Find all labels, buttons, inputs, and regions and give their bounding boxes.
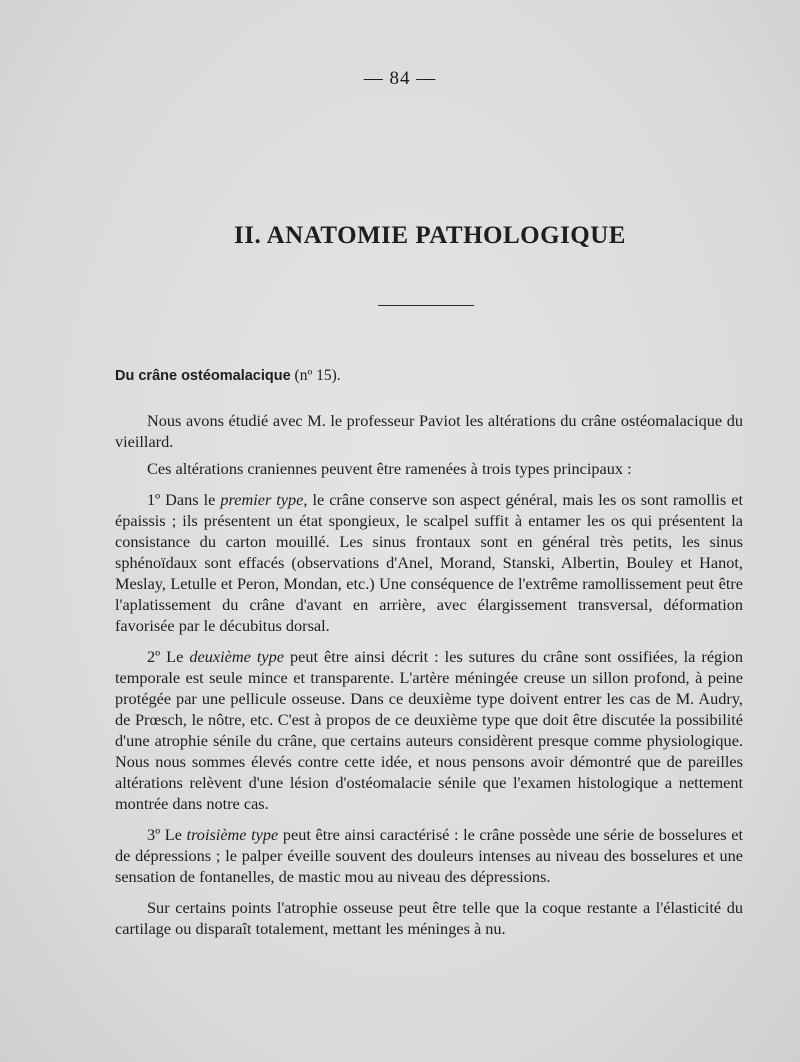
subheading (115, 367, 341, 385)
first-type-number: 1º Dans le (147, 490, 221, 509)
subheading-title: Du crâne ostéomalacique (115, 368, 291, 384)
second-type-number: 2º Le (147, 647, 190, 666)
third-type-label: troisième type (186, 825, 279, 844)
paragraph-third-type (115, 824, 743, 887)
title-divider (378, 305, 474, 306)
section-title: II. ANATOMIE PATHOLOGIQUE (234, 222, 626, 249)
first-type-label: premier type (220, 490, 304, 509)
second-type-label: deuxième type (189, 647, 284, 666)
paragraph-intro: Nous avons étudié avec M. le professeur Paviot les altérations du crâne ostéomalacique du vieillard. (115, 411, 743, 451)
paragraph-types-intro: Ces altérations craniennes peuvent être ramenées à trois types principaux : (147, 459, 632, 478)
paragraph-conclusion: Sur certains points l'atrophie osseuse peut être telle que la coque restante a l'élasticité du cartilage ou disparaît totalement, mettant les méninges à nu. (115, 898, 743, 938)
third-type-number: 3º Le (147, 825, 187, 844)
first-type-text: , le crâne conserve son aspect général, mais les os sont ramollis et épaissis ; ils présentent un état spongieux, le scalpel suffit à entamer les os qui présentent la consistance du carton mouillé. Les sinus frontaux sont en général très petits, les sinus sphénoïdaux sont effacés (observations d'Anel, Morand, Stanski, Albertin, Bouley et Hanot, Meslay, Letulle et Peron, Mondan, etc.) Une conséquence de l'extrême ramollissement peut être l'aplatissement du crâne d'avant en arrière, avec élargissement transversal, déformation favorisée par le décubitus dorsal. (115, 490, 743, 635)
subheading-reference: (nº 15). (290, 367, 341, 384)
second-type-text: peut être ainsi décrit : les sutures du crâne sont ossifiées, la région temporale est seule mince et transparente. L'artère méningée creuse un sillon profond, à peine protégée par une pellicule osseuse. Dans ce deuxième type doivent entrer les cas de M. Audry, de Prœsch, le nôtre, etc. C'est à propos de ce deuxième type que doit être discutée la possibilité d'une atrophie sénile du crâne, que certains auteurs considèrent presque comme physiologique. Nous nous sommes élevés contre cette idée, et nous pensons avoir démontré que de pareilles altérations relèvent d'une lésion d'ostéomalacie sénile que l'examen histologique a nettement montrée dans notre cas. (115, 647, 743, 813)
page-number: — 84 — (363, 68, 437, 89)
body-text (115, 410, 743, 949)
paragraph-second-type (115, 646, 743, 814)
paragraph-first-type (115, 489, 743, 636)
third-type-text: peut être ainsi caractérisé : le crâne possède une série de bosselures et de dépressions ; le palper éveille souvent des douleurs intenses au niveau des bosselures et une sensation de fontanelles, de mastic mou au niveau des dépressions. (115, 825, 743, 886)
